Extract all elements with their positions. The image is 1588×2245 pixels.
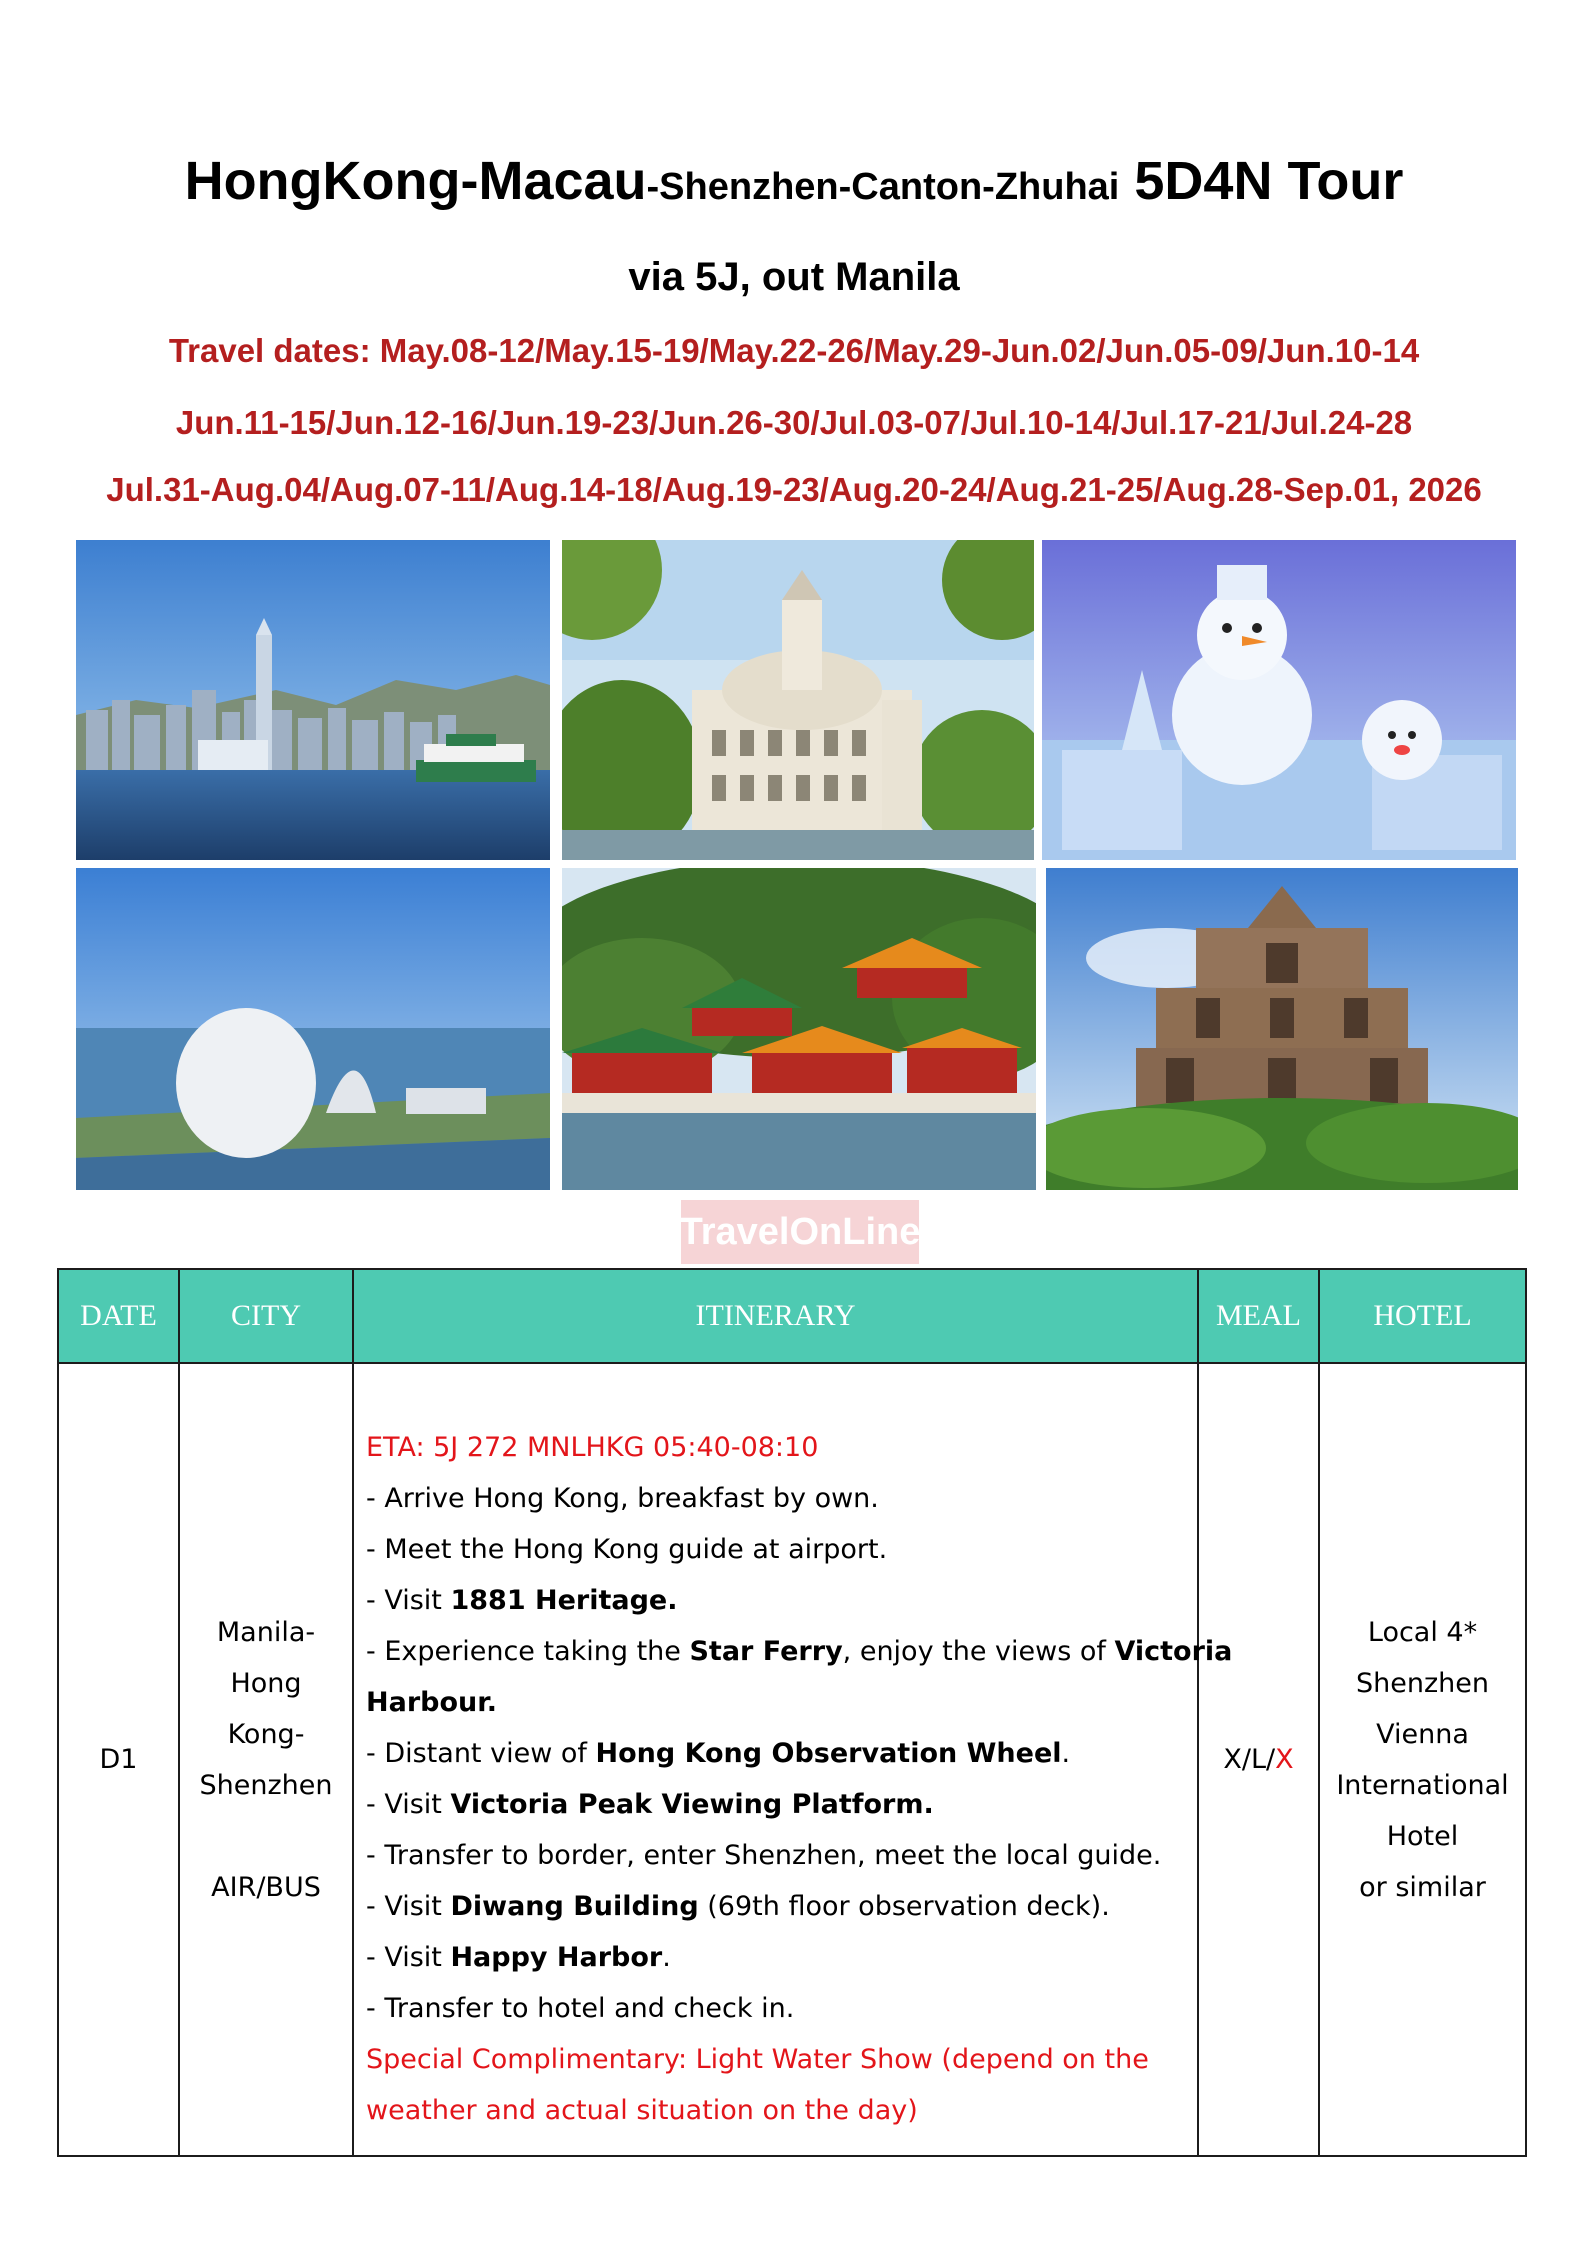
itinerary-text: - Visit <box>366 1789 451 1820</box>
ice-snowman-photo <box>1042 540 1516 860</box>
chinese-temple-photo <box>562 868 1036 1190</box>
subtitle: via 5J, out Manila <box>628 255 960 299</box>
travel-dates-line2: Jun.11-15/Jun.12-16/Jun.19-23/Jun.26-30/Jul.03-07/Jul.10-14/Jul.17-21/Jul.24-28 <box>175 404 1413 441</box>
travel-dates-line3: Jul.31-Aug.04/Aug.07-11/Aug.14-18/Aug.19-23/Aug.20-24/Aug.21-25/Aug.28-Sep.01, 2026 <box>106 471 1482 508</box>
special-complimentary-line: Special Complimentary: Light Water Show (depend on the <box>366 2044 1149 2075</box>
itinerary-line <box>366 1728 1185 1779</box>
title-part3: 5D4N Tour <box>1119 151 1404 211</box>
header-hotel: HOTEL <box>1319 1269 1526 1363</box>
city-cell <box>179 1363 353 2156</box>
city-line: Kong- <box>227 1718 305 1750</box>
transport-mode: AIR/BUS <box>211 1871 321 1903</box>
zhuhai-opera-house-photo <box>76 868 550 1190</box>
highlight-1881-heritage: 1881 Heritage. <box>450 1585 678 1616</box>
header-meal: MEAL <box>1198 1269 1319 1363</box>
itinerary-line <box>366 1626 1233 1677</box>
itinerary-line <box>366 1677 1185 1728</box>
itinerary-line: - Transfer to border, enter Shenzhen, meet the local guide. <box>366 1840 1162 1871</box>
city-line: Hong <box>230 1667 302 1699</box>
itinerary-text: , enjoy the views of <box>842 1636 1115 1667</box>
highlight-victoria: Victoria <box>1114 1636 1233 1667</box>
hotel-line: Vienna <box>1376 1718 1469 1750</box>
hotel-cell <box>1319 1363 1526 2156</box>
itinerary-text: - Experience taking the <box>366 1636 690 1667</box>
hotel-line: Shenzhen <box>1356 1667 1489 1699</box>
travel-dates-line1: Travel dates: May.08-12/May.15-19/May.22-26/May.29-Jun.02/Jun.05-09/Jun.10-14 <box>168 332 1420 369</box>
meal-dinner-value: X <box>1275 1744 1294 1775</box>
highlight-star-ferry: Star Ferry <box>689 1636 843 1667</box>
page-title <box>0 150 1588 212</box>
hotel-line: International <box>1336 1769 1509 1801</box>
itinerary-line <box>366 1932 1185 1983</box>
highlight-observation-wheel: Hong Kong Observation Wheel <box>595 1738 1062 1769</box>
itinerary-line <box>366 1575 1185 1626</box>
table-row <box>58 1363 1526 2156</box>
meal-value: X/L/ <box>1223 1744 1276 1775</box>
travelonline-watermark <box>681 1200 919 1264</box>
city-line: Shenzhen <box>199 1769 333 1801</box>
itinerary-text: . <box>1061 1738 1071 1769</box>
title-part1: HongKong-Macau <box>184 151 647 211</box>
highlight-harbour: Harbour. <box>366 1687 497 1718</box>
highlight-happy-harbor: Happy Harbor <box>450 1942 663 1973</box>
itinerary-line: - Arrive Hong Kong, breakfast by own. <box>366 1483 879 1514</box>
title-part2: -Shenzhen-Canton-Zhuhai <box>646 166 1120 208</box>
hotel-line: or similar <box>1359 1871 1486 1903</box>
itinerary-text: . <box>662 1942 671 1973</box>
itinerary-text: (69th floor observation deck). <box>698 1891 1110 1922</box>
header-date: DATE <box>58 1269 179 1363</box>
header-itinerary: ITINERARY <box>353 1269 1198 1363</box>
st-pauls-ruins-photo <box>1046 868 1518 1190</box>
meal-cell <box>1198 1363 1319 2156</box>
itinerary-text: - Visit <box>366 1942 451 1973</box>
itinerary-line <box>366 1779 1185 1830</box>
itinerary-text: - Visit <box>366 1585 451 1616</box>
itinerary-table <box>57 1268 1527 2157</box>
itinerary-line: - Meet the Hong Kong guide at airport. <box>366 1534 888 1565</box>
hotel-line: Hotel <box>1386 1820 1459 1852</box>
day-cell: D1 <box>58 1363 179 2156</box>
zhuhai-palace-photo <box>562 540 1034 860</box>
hotel-line: Local 4* <box>1367 1616 1478 1648</box>
special-complimentary-line: weather and actual situation on the day) <box>366 2095 918 2126</box>
itinerary-text: - Visit <box>366 1891 451 1922</box>
eta-line: ETA: 5J 272 MNLHKG 05:40-08:10 <box>366 1432 819 1463</box>
watermark-text: TravelOnLine <box>679 1210 921 1253</box>
itinerary-line <box>366 1881 1185 1932</box>
itinerary-text: - Distant view of <box>366 1738 596 1769</box>
itinerary-cell <box>353 1363 1233 2156</box>
table-header-row <box>58 1269 1526 1363</box>
city-line: Manila- <box>216 1616 316 1648</box>
highlight-diwang-building: Diwang Building <box>450 1891 699 1922</box>
highlight-victoria-peak: Victoria Peak Viewing Platform. <box>450 1789 934 1820</box>
hong-kong-skyline-photo <box>76 540 550 860</box>
header-city: CITY <box>179 1269 353 1363</box>
itinerary-line: - Transfer to hotel and check in. <box>366 1993 795 2024</box>
